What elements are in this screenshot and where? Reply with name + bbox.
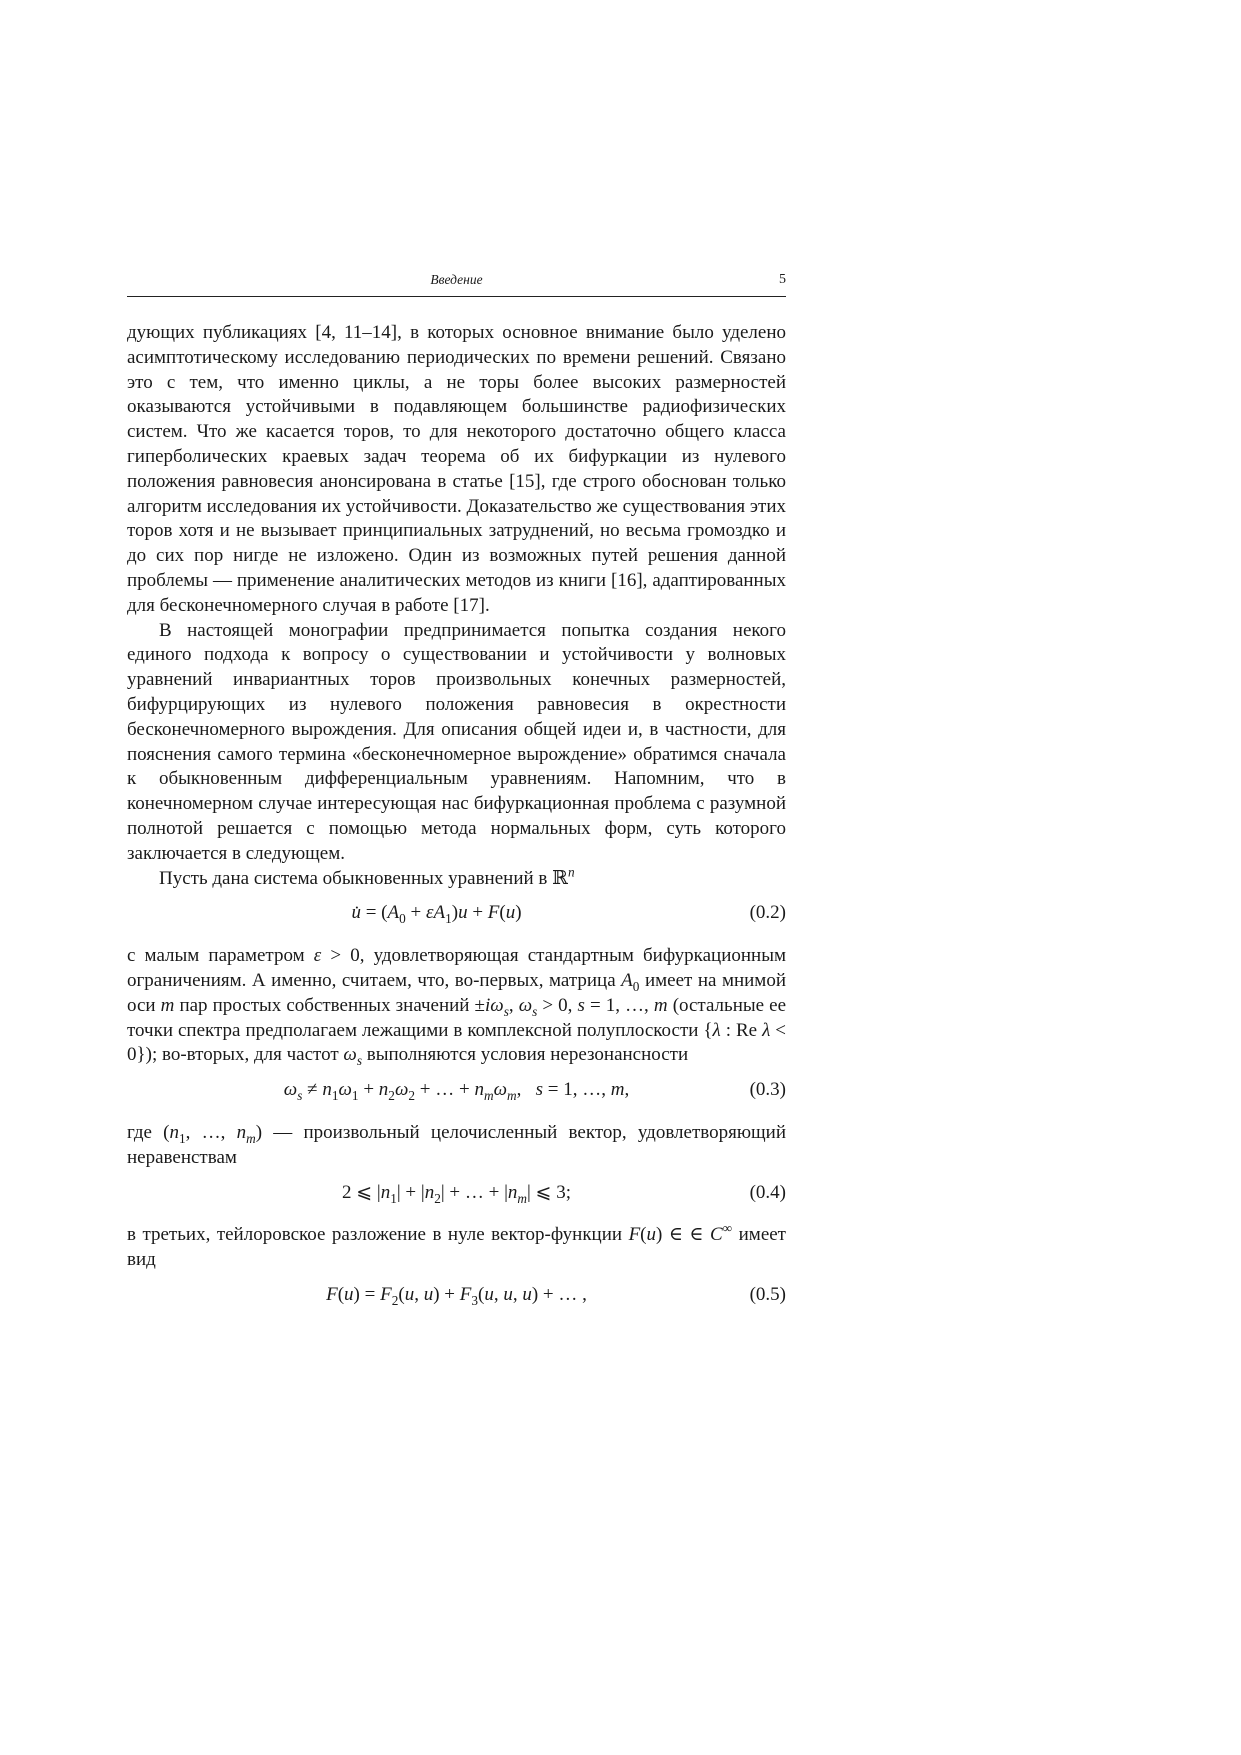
p4-text-e: (остальные ее точки спектра предполагаем лежащими в комплексной полуплоскости [127,994,787,1041]
equation-0-5-formula: $F(u) = F_2(u$, $u) + F_3(u$, u, u) + … , [326,1283,587,1308]
p4-text-a: с малым параметром [127,945,314,967]
book-page [127,272,786,1326]
p6-text-a: в третьих, тейлоровское разложение в нуле вектор-функции [127,1224,629,1246]
page-body [127,321,786,1308]
paragraph-2: В настоящей монографии предпринимается попытка создания некого единого подхода к вопросу о существовании и устойчивости у волновых уравнений инвариантных торов произвольных конечных размерностей, бифурцирующих из нулевого положения равновесия в окрестности бесконечномерного вырождения. Для описания общей идеи и, в частности, для пояснения самого термина «бесконечномерное вырождение» обратимся сначала к обыкновенным дифференциальным уравнениям. Напомним, что в конечномерном случае интересующая нас бифуркационная проблема с разумной полнотой решается с помощью метода нормальных форм, суть которого заключается в следующем. [127,619,786,864]
running-header [127,272,786,297]
equation-0-5 [127,1283,786,1308]
p4-text-c: имеет на мнимой оси [127,969,787,1016]
p5-text-a: где [127,1121,164,1143]
paragraph-3-text: Пусть дана система обыкновенных уравнений в [159,867,553,889]
running-title: Введение [430,272,483,287]
paragraph-1: дующих публикациях [4, 11–14], в которых основное внимание было уделено асимптотическому исследованию периодических по времени решений. Связано это с тем, что именно циклы, а не торы более высоких размерностей оказываются устойчивыми в подавляющем большинстве радиофизических систем. Что же касается торов, то для некоторого достаточно общего класса гиперболических краевых задач теорема об их бифуркации из нулевого положения равновесия анонсирована в статье [15], где строго обоснован только алгоритм исследования их устойчивости. Доказательство же существования этих торов хотя и не вызывает принципиальных затруднений, но весьма громоздко и до сих пор нигде не изложено. Один из возможных путей решения данной проблемы — применение аналитических методов из книги [16], адаптированных для бесконечномерного случая в работе [17]. [127,322,786,616]
p4-text-f: ); во-вторых, для частот [145,1044,344,1066]
paragraph-6: в третьих, тейлоровское разложение в нуле вектор-функции F(u) ∈ ∈ C∞ имеет вид [127,1220,786,1271]
paragraph-5: где ($n_1$, …, $n_m$) — произвольный целочисленный вектор, удовлетворяющий неравенствам [127,1121,786,1168]
equation-0-4-formula: 2 ⩽ $|n_1| + |n_2|$ + … + $|n_m|$ ⩽ 3; [341,1181,572,1206]
paragraph-4: с малым параметром ε > 0, удовлетворяющая стандартным бифуркационным ограничениям. А именно, считаем, что, во-первых, матрица $A_0$ имеет на мнимой оси m пар простых собственных значений $\pm i\omega_s$, $\omega_s > 0$, s = 1, …, m (остальные ее точки спектра предполагаем лежащими в комплексной полуплоскости {λ : Re λ < 0}); во-вторых, для частот $\omega_s$ выполняются условия нерезонансности [127,945,787,1069]
equation-0-2-number: (0.2) [749,902,786,924]
equation-0-4 [127,1181,786,1206]
equation-0-4-number: (0.4) [749,1181,786,1203]
page-number: 5 [779,272,786,287]
paragraph-3 [127,864,786,892]
p6-text-b: имеет вид [127,1224,786,1271]
p5-text-b: — произвольный целочисленный вектор, удовлетворяющий неравенствам [127,1121,786,1168]
equation-0-3-number: (0.3) [749,1079,786,1101]
p4-text-d: пар простых собственных значений [174,994,475,1016]
equation-0-2-formula: u̇ = $(A_0 + \varepsilon A_1)u + F(u)$ [351,902,522,927]
p4-text-g: выполняются условия нерезонансности [362,1044,689,1066]
math-rn: ℝ$^n$ [552,864,575,889]
equation-0-2 [127,901,786,926]
p4-text-b: , удовлетворяющая стандартным бифуркационным ограничениям. А именно, считаем, что, во-первых, матрица [127,945,787,991]
equation-0-5-number: (0.5) [749,1283,786,1305]
equation-0-3 [127,1078,786,1103]
equation-0-3-formula: $\omega_s \ne n_1\omega_1 + n_2\omega_2$ + … + $n_m\omega_m$, s = 1, …, m, [283,1079,630,1103]
